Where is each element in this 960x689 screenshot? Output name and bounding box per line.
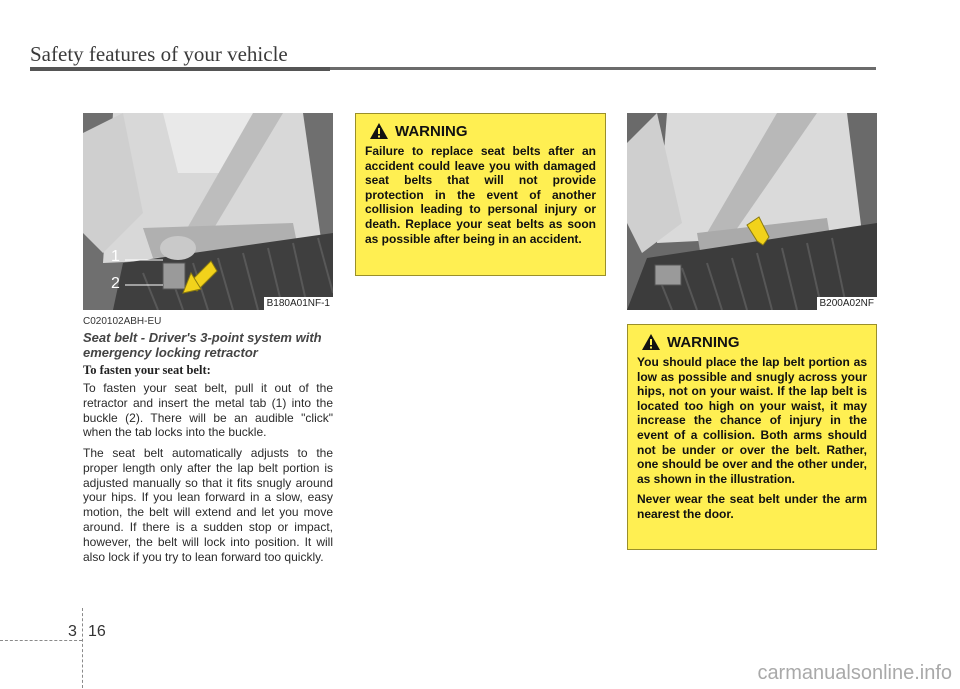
warning-title: WARNING (667, 333, 740, 351)
document-code: C020102ABH-EU (83, 316, 162, 327)
figure-code: B180A01NF-1 (264, 297, 333, 310)
body-paragraph: To fasten your seat belt, pull it out of the retractor and insert the metal tab (1) into the buckle (2). There will be an audible "click" when the tab locks into the buckle. (83, 381, 333, 440)
figure-code: B200A02NF (817, 297, 877, 310)
body-paragraph: The seat belt automatically adjusts to the proper length only after the lap belt portion is adjusted manually so that it fits snugly around your hips. If you lean forward in a slow, easy motion, the belt will extend and let you move around. If there is a sudden stop or impact, however, the belt will lock into position. It will also lock if you try to lean forward too quickly. (83, 446, 333, 564)
section-title: Seat belt - Driver's 3-point system with emergency locking retractor (83, 330, 322, 360)
warning-box-replace-belts (355, 113, 606, 276)
watermark: carmanualsonline.info (757, 662, 952, 684)
warning-title: WARNING (395, 122, 468, 140)
warning-text: You should place the lap belt portion as low as possible and snugly across your hips, not on your waist. If the lap belt is located too high on your waist, it may increase the chance of injury in the event of a collision. Both arms should not be under or over the belt. Rather, one should be over and the other under, as shown in the illustration. (637, 355, 867, 486)
figure-fasten-seat-belt (83, 113, 333, 310)
warning-triangle-icon (369, 122, 389, 140)
warning-triangle-icon (641, 333, 661, 351)
figure-fasten-illustration (83, 113, 333, 310)
warning-header (369, 122, 596, 140)
warning-text: Failure to replace seat belts after an accident could leave you with damaged seat belts that will not provide protection in the event of another collision leading to personal injury or death. Replace your seat belts as soon as possible after being in an accident. (365, 144, 596, 246)
warning-box-lap-belt (627, 324, 877, 550)
page-header-title: Safety features of your vehicle (30, 42, 288, 66)
figure-label-1: 1 (111, 248, 120, 265)
header-rule-accent (30, 67, 330, 71)
figure-lap-belt-illustration (627, 113, 877, 310)
figure-label-2: 2 (111, 275, 120, 292)
footer-divider (82, 608, 83, 688)
figure-lap-belt-position (627, 113, 877, 310)
warning-header (641, 333, 867, 351)
page-number: 16 (88, 623, 106, 640)
chapter-number: 3 (68, 623, 77, 640)
subheading: To fasten your seat belt: (83, 363, 211, 377)
warning-text: Never wear the seat belt under the arm nearest the door. (637, 492, 867, 521)
